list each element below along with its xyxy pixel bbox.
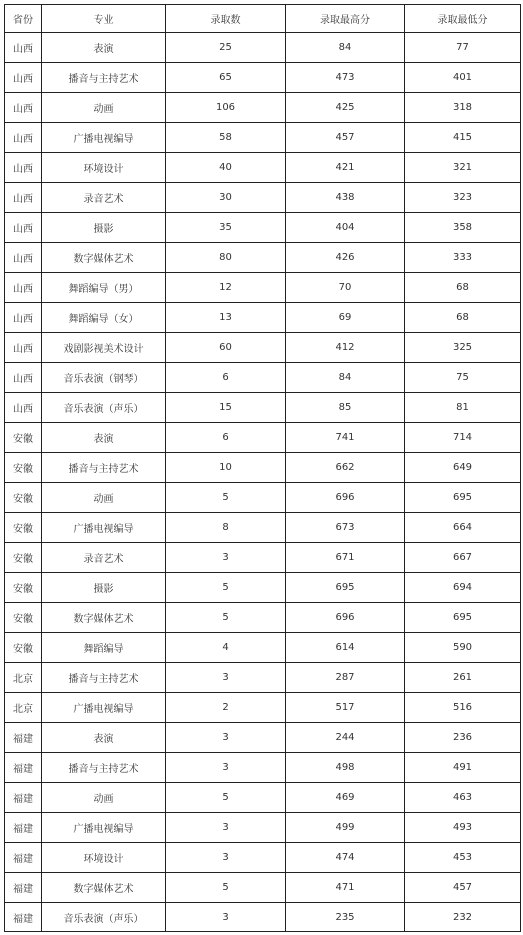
cell-highest-score: 499 (286, 813, 405, 843)
cell-admitted-count: 12 (166, 273, 286, 303)
cell-province: 安徽 (5, 483, 42, 513)
cell-province: 山西 (5, 303, 42, 333)
cell-province: 北京 (5, 663, 42, 693)
cell-lowest-score: 590 (405, 633, 521, 663)
cell-province: 山西 (5, 273, 42, 303)
cell-province: 福建 (5, 873, 42, 903)
cell-admitted-count: 30 (166, 183, 286, 213)
cell-admitted-count: 3 (166, 663, 286, 693)
table-row (5, 843, 521, 873)
cell-highest-score: 471 (286, 873, 405, 903)
cell-highest-score: 662 (286, 453, 405, 483)
cell-major: 播音与主持艺术 (42, 63, 166, 93)
cell-highest-score: 671 (286, 543, 405, 573)
cell-highest-score: 85 (286, 393, 405, 423)
cell-admitted-count: 3 (166, 813, 286, 843)
cell-highest-score: 244 (286, 723, 405, 753)
cell-highest-score: 498 (286, 753, 405, 783)
cell-admitted-count: 3 (166, 843, 286, 873)
cell-lowest-score: 68 (405, 273, 521, 303)
header-lowest-score: 录取最低分 (405, 5, 521, 33)
cell-province: 山西 (5, 243, 42, 273)
cell-admitted-count: 5 (166, 603, 286, 633)
table-row (5, 303, 521, 333)
cell-province: 福建 (5, 813, 42, 843)
cell-province: 福建 (5, 903, 42, 932)
cell-admitted-count: 65 (166, 63, 286, 93)
cell-lowest-score: 667 (405, 543, 521, 573)
cell-major: 数字媒体艺术 (42, 603, 166, 633)
table-row (5, 333, 521, 363)
cell-admitted-count: 5 (166, 873, 286, 903)
cell-highest-score: 235 (286, 903, 405, 932)
cell-province: 山西 (5, 333, 42, 363)
table-row (5, 813, 521, 843)
table-body (5, 33, 521, 932)
table-row (5, 903, 521, 932)
cell-admitted-count: 3 (166, 543, 286, 573)
cell-major: 广播电视编导 (42, 513, 166, 543)
cell-highest-score: 84 (286, 33, 405, 63)
cell-admitted-count: 2 (166, 693, 286, 723)
cell-admitted-count: 10 (166, 453, 286, 483)
cell-province: 安徽 (5, 513, 42, 543)
cell-province: 北京 (5, 693, 42, 723)
cell-major: 舞蹈编导（男） (42, 273, 166, 303)
cell-lowest-score: 401 (405, 63, 521, 93)
cell-lowest-score: 516 (405, 693, 521, 723)
cell-admitted-count: 6 (166, 363, 286, 393)
cell-major: 音乐表演（声乐） (42, 393, 166, 423)
cell-highest-score: 469 (286, 783, 405, 813)
table-row (5, 93, 521, 123)
cell-lowest-score: 75 (405, 363, 521, 393)
cell-highest-score: 426 (286, 243, 405, 273)
cell-major: 播音与主持艺术 (42, 753, 166, 783)
admission-table-container (4, 4, 521, 932)
table-header-row (5, 5, 521, 33)
cell-highest-score: 673 (286, 513, 405, 543)
cell-lowest-score: 358 (405, 213, 521, 243)
cell-highest-score: 457 (286, 123, 405, 153)
cell-lowest-score: 695 (405, 603, 521, 633)
cell-admitted-count: 25 (166, 33, 286, 63)
table-row (5, 513, 521, 543)
cell-province: 山西 (5, 183, 42, 213)
cell-highest-score: 438 (286, 183, 405, 213)
cell-admitted-count: 106 (166, 93, 286, 123)
cell-lowest-score: 493 (405, 813, 521, 843)
table-row (5, 753, 521, 783)
cell-lowest-score: 491 (405, 753, 521, 783)
cell-province: 福建 (5, 753, 42, 783)
header-major: 专业 (42, 5, 166, 33)
cell-major: 动画 (42, 783, 166, 813)
table-row (5, 63, 521, 93)
cell-major: 环境设计 (42, 843, 166, 873)
cell-province: 山西 (5, 93, 42, 123)
cell-lowest-score: 457 (405, 873, 521, 903)
cell-province: 福建 (5, 843, 42, 873)
cell-major: 播音与主持艺术 (42, 453, 166, 483)
cell-major: 动画 (42, 93, 166, 123)
cell-province: 山西 (5, 213, 42, 243)
cell-admitted-count: 58 (166, 123, 286, 153)
cell-admitted-count: 35 (166, 213, 286, 243)
cell-major: 录音艺术 (42, 543, 166, 573)
table-row (5, 453, 521, 483)
cell-lowest-score: 664 (405, 513, 521, 543)
table-row (5, 183, 521, 213)
cell-province: 福建 (5, 783, 42, 813)
cell-highest-score: 614 (286, 633, 405, 663)
cell-lowest-score: 649 (405, 453, 521, 483)
cell-province: 山西 (5, 393, 42, 423)
cell-admitted-count: 8 (166, 513, 286, 543)
table-row (5, 423, 521, 453)
cell-highest-score: 287 (286, 663, 405, 693)
cell-province: 安徽 (5, 603, 42, 633)
cell-major: 动画 (42, 483, 166, 513)
header-admitted-count: 录取数 (166, 5, 286, 33)
cell-major: 戏剧影视美术设计 (42, 333, 166, 363)
table-row (5, 663, 521, 693)
table-row (5, 783, 521, 813)
cell-lowest-score: 694 (405, 573, 521, 603)
table-row (5, 123, 521, 153)
cell-province: 山西 (5, 123, 42, 153)
cell-highest-score: 412 (286, 333, 405, 363)
cell-admitted-count: 3 (166, 753, 286, 783)
cell-highest-score: 473 (286, 63, 405, 93)
cell-major: 舞蹈编导（女） (42, 303, 166, 333)
cell-major: 音乐表演（钢琴） (42, 363, 166, 393)
table-row (5, 543, 521, 573)
table-row (5, 213, 521, 243)
cell-highest-score: 696 (286, 603, 405, 633)
cell-major: 录音艺术 (42, 183, 166, 213)
cell-lowest-score: 81 (405, 393, 521, 423)
cell-admitted-count: 40 (166, 153, 286, 183)
cell-admitted-count: 3 (166, 903, 286, 932)
cell-highest-score: 474 (286, 843, 405, 873)
cell-highest-score: 517 (286, 693, 405, 723)
cell-admitted-count: 5 (166, 573, 286, 603)
cell-province: 安徽 (5, 543, 42, 573)
table-row (5, 33, 521, 63)
table-row (5, 573, 521, 603)
cell-admitted-count: 3 (166, 723, 286, 753)
cell-highest-score: 69 (286, 303, 405, 333)
table-row (5, 693, 521, 723)
cell-major: 广播电视编导 (42, 813, 166, 843)
table-row (5, 483, 521, 513)
cell-lowest-score: 463 (405, 783, 521, 813)
cell-admitted-count: 5 (166, 483, 286, 513)
cell-admitted-count: 60 (166, 333, 286, 363)
cell-lowest-score: 321 (405, 153, 521, 183)
table-row (5, 873, 521, 903)
cell-major: 音乐表演（声乐） (42, 903, 166, 932)
cell-highest-score: 404 (286, 213, 405, 243)
cell-lowest-score: 325 (405, 333, 521, 363)
cell-province: 山西 (5, 63, 42, 93)
cell-major: 数字媒体艺术 (42, 873, 166, 903)
cell-highest-score: 695 (286, 573, 405, 603)
cell-highest-score: 70 (286, 273, 405, 303)
cell-major: 摄影 (42, 213, 166, 243)
cell-major: 数字媒体艺术 (42, 243, 166, 273)
cell-province: 安徽 (5, 423, 42, 453)
table-row (5, 723, 521, 753)
cell-highest-score: 421 (286, 153, 405, 183)
table-row (5, 153, 521, 183)
cell-province: 山西 (5, 153, 42, 183)
cell-lowest-score: 415 (405, 123, 521, 153)
cell-major: 广播电视编导 (42, 693, 166, 723)
table-row (5, 393, 521, 423)
cell-lowest-score: 318 (405, 93, 521, 123)
cell-lowest-score: 232 (405, 903, 521, 932)
cell-province: 福建 (5, 723, 42, 753)
cell-lowest-score: 236 (405, 723, 521, 753)
cell-admitted-count: 13 (166, 303, 286, 333)
cell-province: 安徽 (5, 633, 42, 663)
table-row (5, 363, 521, 393)
cell-lowest-score: 714 (405, 423, 521, 453)
cell-admitted-count: 6 (166, 423, 286, 453)
cell-admitted-count: 15 (166, 393, 286, 423)
cell-major: 环境设计 (42, 153, 166, 183)
header-highest-score: 录取最高分 (286, 5, 405, 33)
header-province: 省份 (5, 5, 42, 33)
cell-admitted-count: 80 (166, 243, 286, 273)
cell-lowest-score: 323 (405, 183, 521, 213)
cell-major: 舞蹈编导 (42, 633, 166, 663)
cell-major: 广播电视编导 (42, 123, 166, 153)
cell-highest-score: 425 (286, 93, 405, 123)
cell-province: 安徽 (5, 453, 42, 483)
cell-highest-score: 84 (286, 363, 405, 393)
cell-highest-score: 741 (286, 423, 405, 453)
table-row (5, 273, 521, 303)
cell-highest-score: 696 (286, 483, 405, 513)
cell-lowest-score: 77 (405, 33, 521, 63)
cell-admitted-count: 4 (166, 633, 286, 663)
cell-province: 安徽 (5, 573, 42, 603)
table-row (5, 633, 521, 663)
table-row (5, 603, 521, 633)
cell-lowest-score: 333 (405, 243, 521, 273)
cell-admitted-count: 5 (166, 783, 286, 813)
cell-lowest-score: 261 (405, 663, 521, 693)
cell-lowest-score: 453 (405, 843, 521, 873)
cell-province: 山西 (5, 33, 42, 63)
admission-table (4, 4, 521, 932)
cell-major: 表演 (42, 723, 166, 753)
cell-major: 摄影 (42, 573, 166, 603)
cell-major: 表演 (42, 423, 166, 453)
cell-lowest-score: 695 (405, 483, 521, 513)
cell-lowest-score: 68 (405, 303, 521, 333)
cell-major: 表演 (42, 33, 166, 63)
table-row (5, 243, 521, 273)
cell-major: 播音与主持艺术 (42, 663, 166, 693)
cell-province: 山西 (5, 363, 42, 393)
